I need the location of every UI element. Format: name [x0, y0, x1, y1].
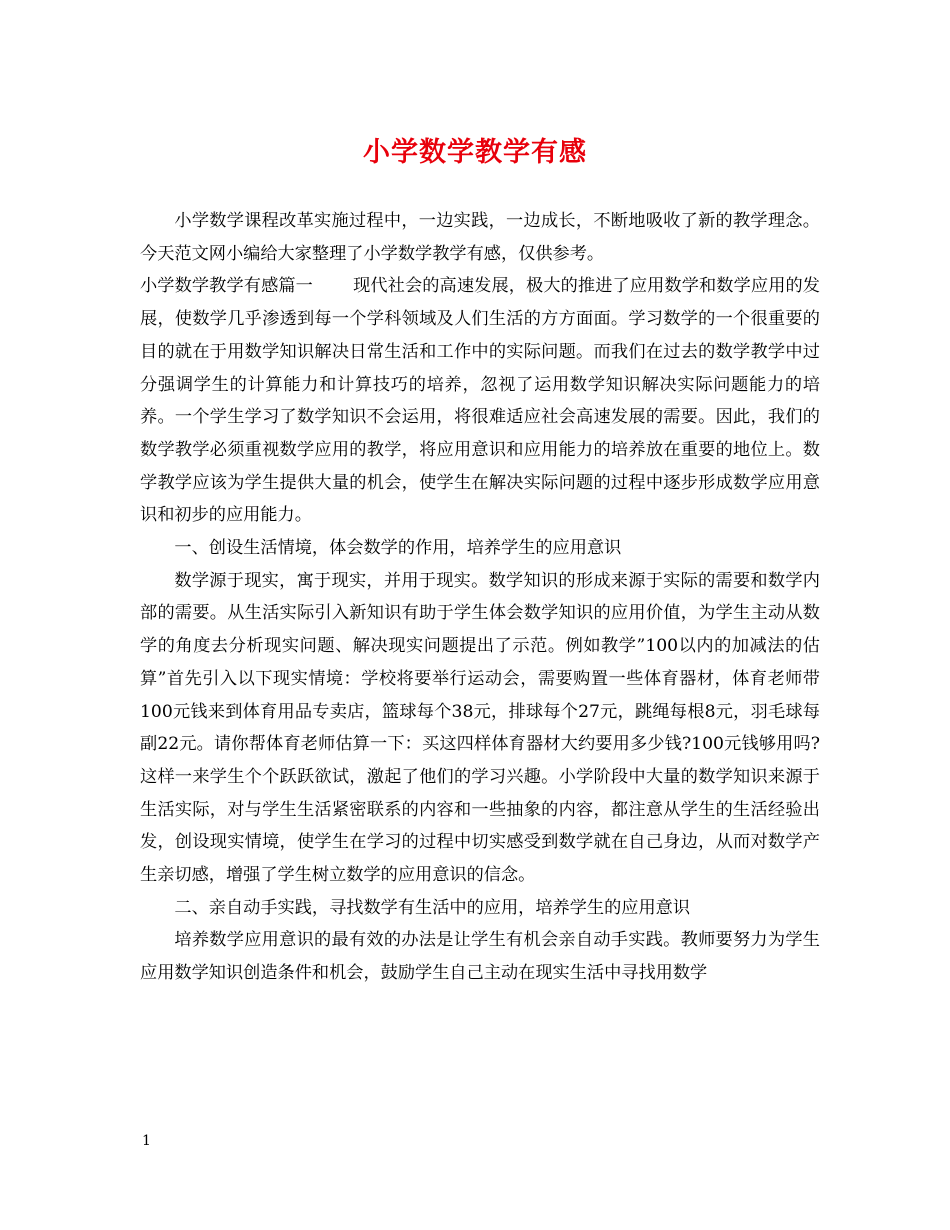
heading-two: 二、亲自动手实践，寻找数学有生活中的应用，培养学生的应用意识: [174, 897, 691, 918]
body-paragraph-three: 培养数学应用意识的最有效的办法是让学生有机会亲自动手实践。教师要努力为学生应用数学知识创造条件和机会，鼓励学生自己主动在现实生活中寻找用数学: [140, 930, 820, 984]
intro-paragraph: 小学数学课程改革实施过程中，一边实践，一边成长，不断地吸收了新的教学理念。今天范文网小编给大家整理了小学数学教学有感，仅供参考。: [140, 211, 820, 264]
document-title: 小学数学教学有感: [363, 137, 587, 168]
page-number: 1: [142, 1133, 151, 1149]
section-paragraph: [140, 270, 820, 532]
section-text: 现代社会的高速发展，极大的推进了应用数学和数学应用的发展，使数学几乎渗透到每一个学科领域及人们生活的方方面面。学习数学的一个很重要的目的就在于用数学知识解决日常生活和工作中的实际问题。而我们在过去的数学教学中过分强调学生的计算能力和计算技巧的培养，忽视了运用数学知识解决实际问题能力的培养。一个学生学习了数学知识不会运用，将很难适应社会高速发展的需要。因此，我们的数学教学必须重视数学应用的教学，将应用意识和应用能力的培养放在重要的地位上。数学教学应该为学生提供大量的机会，使学生在解决实际问题的过程中逐步形成数学应用意识和初步的应用能力。: [140, 276, 820, 526]
document-body: [140, 205, 820, 990]
body-paragraph-two: 数学源于现实，寓于现实，并用于现实。数学知识的形成来源于实际的需要和数学内部的需要。从生活实际引入新知识有助于学生体会数学知识的应用价值，为学生主动从数学的角度去分析现实问题、解决现实问题提出了示范。例如教学”100以内的加减法的估算”首先引入以下现实情境：学校将要举行运动会，需要购置一些体育器材，体育老师带100元钱来到体育用品专卖店，篮球每个38元，排球每个27元，跳绳每根8元，羽毛球每副22元。请你帮体育老师估算一下：买这四样体育器材大约要用多少钱?100元钱够用吗?这样一来学生个个跃跃欲试，激起了他们的学习兴趣。小学阶段中大量的数学知识来源于生活实际，对与学生生活紧密联系的内容和一些抽象的内容，都注意从学生的生活经验出发，创设现实情境，使学生在学习的过程中切实感受到数学就在自己身边，从而对数学产生亲切感，增强了学生树立数学的应用意识的信念。: [140, 570, 820, 886]
section-label: 小学数学教学有感篇一: [140, 276, 313, 297]
heading-one: 一、创设生活情境，体会数学的作用，培养学生的应用意识: [174, 538, 622, 559]
